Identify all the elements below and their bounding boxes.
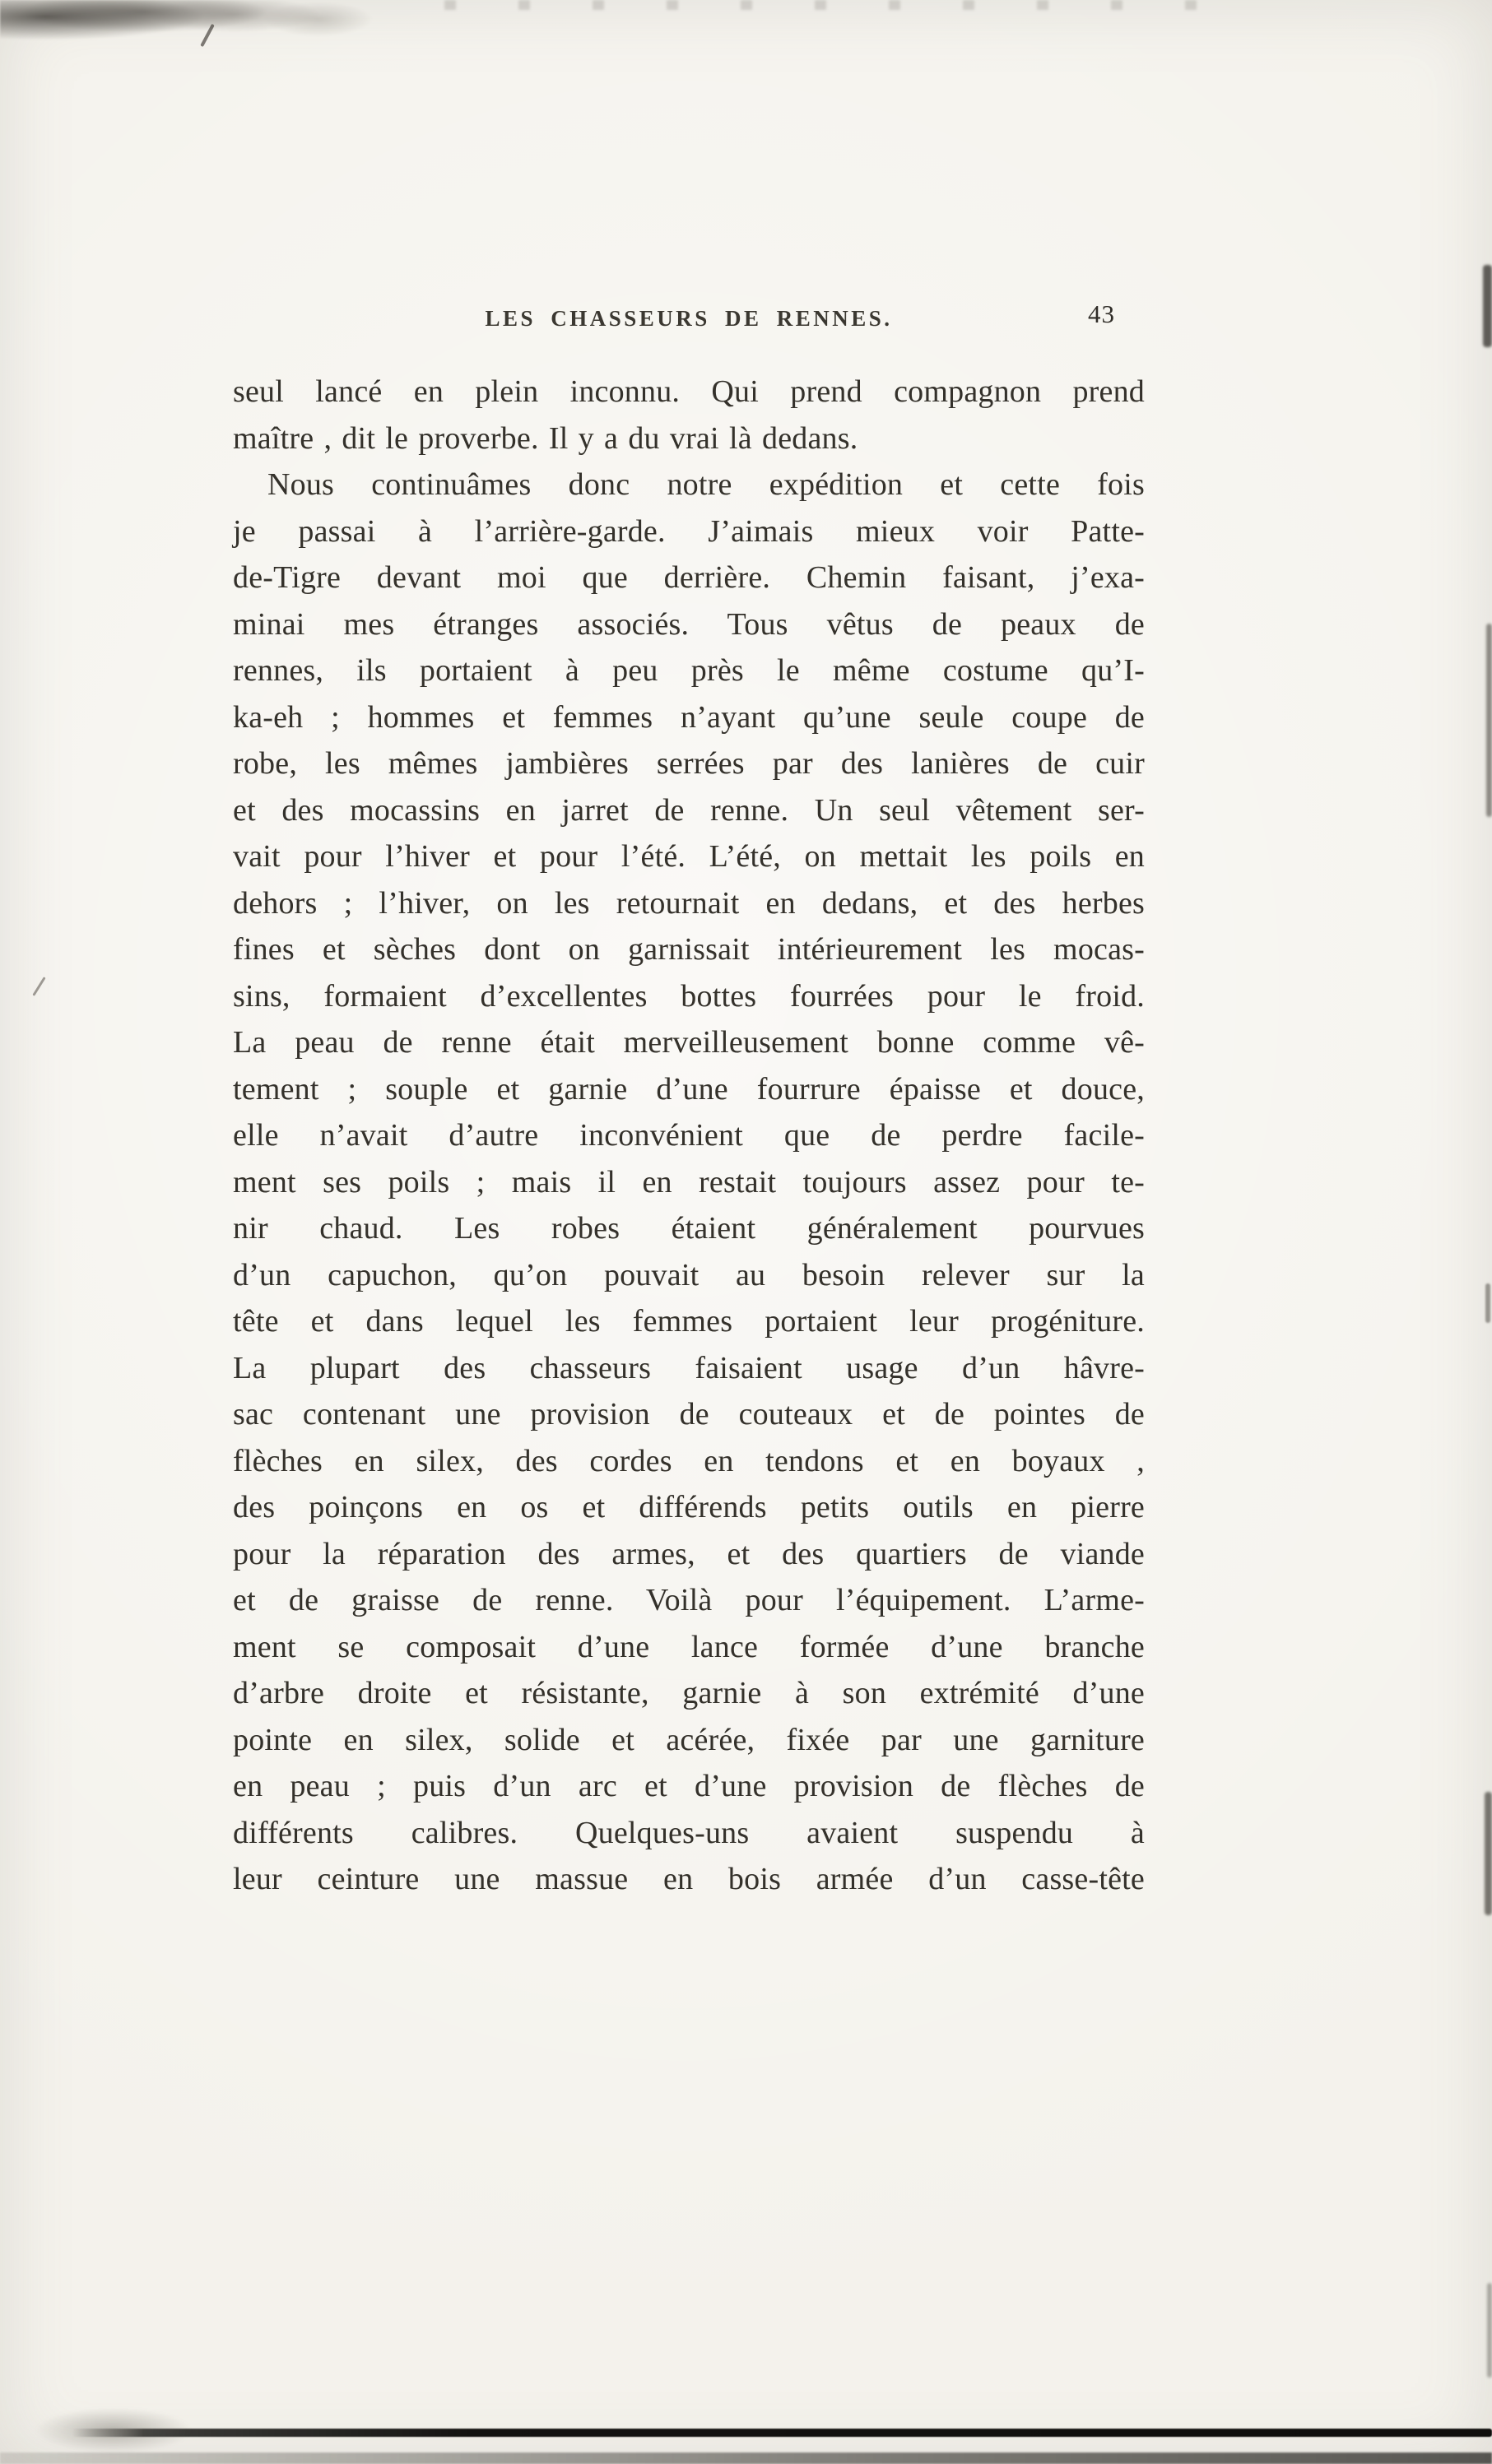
text-line: pour la réparation des armes, et des quartiers de viande <box>233 1536 1145 1571</box>
text-line: et des mocassins en jarret de renne. Un seul vêtement ser- <box>233 792 1145 828</box>
text-line: Nous continuâmes donc notre expédition et cette fois <box>267 467 1145 502</box>
text-line: d’un capuchon, qu’on pouvait au besoin relever sur la <box>233 1257 1145 1292</box>
scan-mark-right-edge <box>1487 2283 1492 2378</box>
scan-blotch-bottom-left <box>28 2401 217 2455</box>
scan-shadow-bottom-edge <box>0 2452 1492 2464</box>
scan-specks-top-edge <box>444 0 1226 10</box>
text-line: ka-eh ; hommes et femmes n’ayant qu’une seule coupe de <box>233 699 1145 735</box>
body-text <box>233 369 1145 1903</box>
text-line: ment se composait d’une lance formée d’une branche <box>233 1629 1145 1664</box>
text-line: je passai à l’arrière-garde. J’aimais mieux voir Patte- <box>233 513 1145 549</box>
paragraph <box>233 462 1145 1903</box>
text-line: vait pour l’hiver et pour l’été. L’été, on mettait les poils en <box>233 839 1145 874</box>
text-line: rennes, ils portaient à peu près le même costume qu’I- <box>233 653 1145 688</box>
scan-smudge-top-left <box>0 0 379 48</box>
text-line: seul lancé en plein inconnu. Qui prend compagnon prend <box>233 374 1145 409</box>
text-line: sins, formaient d’excellentes bottes fourrées pour le froid. <box>233 978 1145 1014</box>
text-line: tement ; souple et garnie d’une fourrure épaisse et douce, <box>233 1071 1145 1107</box>
text-line: robe, les mêmes jambières serrées par des lanières de cuir <box>233 746 1145 781</box>
text-line: minai mes étranges associés. Tous vêtus de peaux de <box>233 606 1145 642</box>
text-line: ment ses poils ; mais il en restait toujours assez pour te- <box>233 1164 1145 1200</box>
text-line: sac contenant une provision de couteaux et de pointes de <box>233 1397 1145 1432</box>
running-title: LES CHASSEURS DE RENNES. <box>485 306 893 331</box>
page-number: 43 <box>1088 299 1115 328</box>
scan-mark-right-edge <box>1483 265 1492 347</box>
text-line: de-Tigre devant moi que derrière. Chemin faisant, j’exa- <box>233 560 1145 595</box>
text-line: La peau de renne était merveilleusement bonne comme vê- <box>233 1025 1145 1060</box>
text-line: La plupart des chasseurs faisaient usage d’un hâvre- <box>233 1350 1145 1385</box>
text-line: pointe en silex, solide et acérée, fixée par une garniture <box>233 1722 1145 1757</box>
text-line: fines et sèches dont on garnissait intérieurement les mocas- <box>233 932 1145 967</box>
scan-mark-left-margin <box>32 977 45 996</box>
text-line: des poinçons en os et différends petits outils en pierre <box>233 1490 1145 1524</box>
text-line: dehors ; l’hiver, on les retournait en dedans, et des herbes <box>233 885 1145 921</box>
scan-mark-right-edge <box>1486 624 1492 817</box>
text-line: leur ceinture une massue en bois armée d’un casse-tête <box>233 1862 1145 1896</box>
text-line: nir chaud. Les robes étaient généralement pourvues <box>233 1211 1145 1246</box>
text-line: flèches en silex, des cordes en tendons et en boyaux , <box>233 1443 1145 1478</box>
page-header <box>233 299 1145 349</box>
page-content <box>233 299 1145 1903</box>
text-line: maître , dit le proverbe. Il y a du vrai là dedans. <box>233 420 858 456</box>
text-line: en peau ; puis d’un arc et d’une provision de flèches de <box>233 1769 1145 1803</box>
scan-line-bottom <box>72 2429 1492 2437</box>
scan-mark-top <box>200 24 215 47</box>
text-line: tête et dans lequel les femmes portaient leur progéniture. <box>233 1304 1145 1339</box>
text-line: différents calibres. Quelques-uns avaient suspendu à <box>233 1815 1145 1850</box>
text-line: elle n’avait d’autre inconvénient que de perdre facile- <box>233 1118 1145 1153</box>
text-line: d’arbre droite et résistante, garnie à son extrémité d’une <box>233 1676 1145 1710</box>
scan-mark-right-edge <box>1485 1792 1492 1915</box>
scan-mark-right-edge <box>1485 1283 1490 1323</box>
paragraph <box>233 369 1145 462</box>
text-line: et de graisse de renne. Voilà pour l’équipement. L’arme- <box>233 1583 1145 1617</box>
